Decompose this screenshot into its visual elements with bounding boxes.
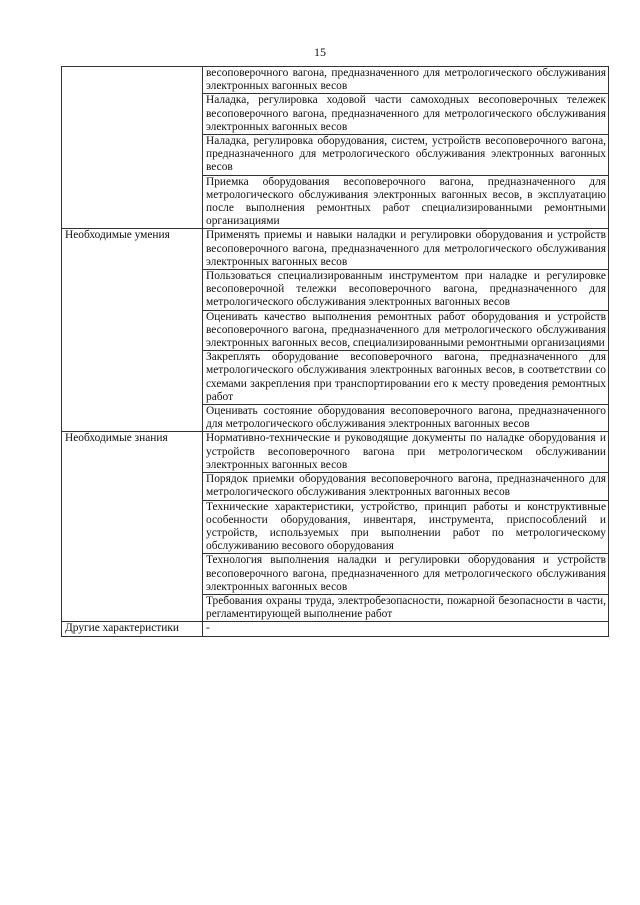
row-label-other: Другие характеристики <box>62 622 203 636</box>
table-cell: Пользоваться специализированным инструментом при наладке и регулировке весоповерочной тележки весоповерочного вагона, предназначенного для метрологического обслуживания электронных вагонных весов <box>203 270 609 311</box>
specification-table <box>61 66 609 637</box>
table-cell: Приемка оборудования весоповерочного вагона, предназначенного для метрологического обслуживания электронных вагонных весов, в эксплуатацию после выполнения ремонтных работ специализированными ремонтными организациями <box>203 175 609 229</box>
table-cell: Оценивать состояние оборудования весоповерочного вагона, предназначенного для метрологического обслуживания электронных вагонных весов <box>203 405 609 432</box>
table-cell: - <box>203 622 609 636</box>
row-label-knowledge: Необходимые знания <box>62 432 203 622</box>
table-row <box>62 67 609 94</box>
table-cell: Закреплять оборудование весоповерочного вагона, предназначенного для метрологического обслуживания электронных вагонных весов, в соответствии со схемами закрепления при транспортировании его к месту проведения ремонтных работ <box>203 351 609 405</box>
row-label-skills: Необходимые умения <box>62 229 203 432</box>
table-cell: весоповерочного вагона, предназначенного для метрологического обслуживания электронных вагонных весов <box>203 67 609 94</box>
table-cell: Требования охраны труда, электробезопасности, пожарной безопасности в части, регламентирующей выполнение работ <box>203 594 609 621</box>
page-number: 15 <box>314 45 326 59</box>
table-row <box>62 229 609 270</box>
table-cell: Применять приемы и навыки наладки и регулировки оборудования и устройств весоповерочного вагона, предназначенного для метрологического обслуживания электронных вагонных весов <box>203 229 609 270</box>
table-cell: Технические характеристики, устройство, принцип работы и конструктивные особенности оборудования, инвентаря, инструмента, приспособлений и устройств, используемых при выполнении работ по метрологическому обслуживанию весового оборудования <box>203 500 609 554</box>
row-label-empty <box>62 67 203 229</box>
table-cell: Наладка, регулировка ходовой части самоходных весоповерочных тележек весоповерочного вагона, предназначенного для метрологического обслуживания электронных вагонных весов <box>203 94 609 135</box>
table-row <box>62 432 609 473</box>
table-row <box>62 622 609 636</box>
table-cell: Порядок приемки оборудования весоповерочного вагона, предназначенного для метрологического обслуживания электронных вагонных весов <box>203 473 609 500</box>
table-cell: Наладка, регулировка оборудования, систем, устройств весоповерочного вагона, предназначенного для метрологического обслуживания электронных вагонных весов <box>203 135 609 176</box>
table-cell: Технология выполнения наладки и регулировки оборудования и устройств весоповерочного вагона, предназначенного для метрологического обслуживания электронных вагонных весов <box>203 554 609 595</box>
table-cell: Нормативно-технические и руководящие документы по наладке оборудования и устройств весоповерочного вагона при метрологическом обслуживании электронных вагонных весов <box>203 432 609 473</box>
table-cell: Оценивать качество выполнения ремонтных работ оборудования и устройств весоповерочного вагона, предназначенного для метрологического обслуживания электронных вагонных весов, специализированными ремонтными организациями <box>203 310 609 351</box>
